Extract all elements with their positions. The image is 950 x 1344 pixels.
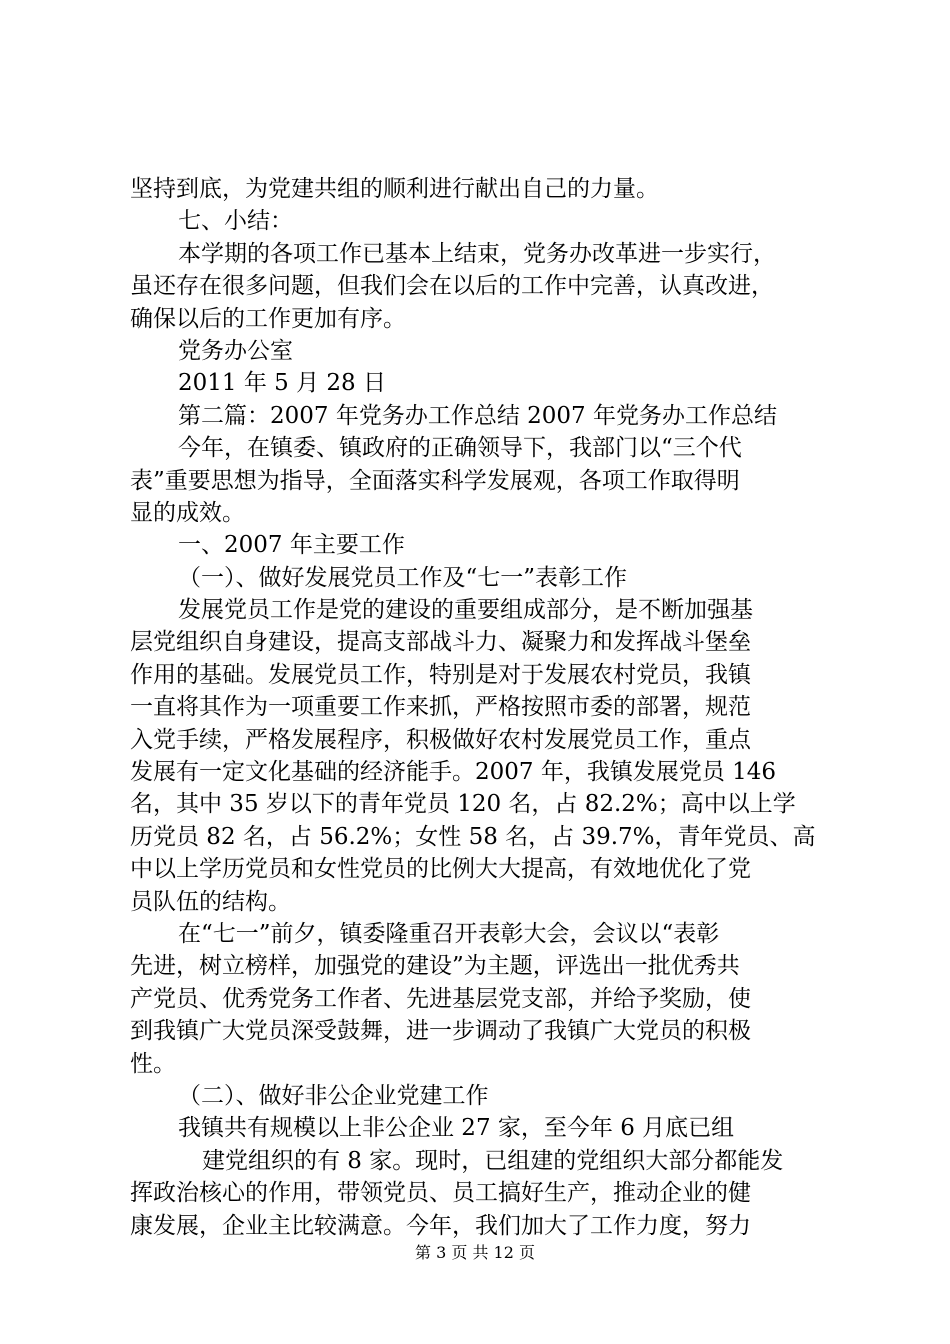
text-line: 显的成效。 <box>130 499 245 526</box>
signature-office: 党务办公室 <box>178 337 293 364</box>
text-line: 名，其中 35 岁以下的青年党员 120 名，占 82.2%；高中以上学 <box>130 791 796 818</box>
text-line: 到我镇广大党员深受鼓舞，进一步调动了我镇广大党员的积极 <box>130 1018 751 1045</box>
text-line: 中以上学历党员和女性党员的比例大大提高，有效地优化了党 <box>130 856 751 883</box>
text-line: 本学期的各项工作已基本上结束，党务办改革进一步实行， <box>178 240 776 267</box>
page-number-footer: 第 3 页 共 12 页 <box>415 1243 535 1262</box>
subsection-heading-2: （二）、做好非公企业党建工作 <box>178 1082 489 1109</box>
text-line: 今年，在镇委、镇政府的正确领导下，我部门以“三个代 <box>178 435 742 462</box>
text-line: 确保以后的工作更加有序。 <box>130 305 406 332</box>
section-heading-main-work: 一、2007 年主要工作 <box>178 532 405 559</box>
text-line: 坚持到底，为党建共组的顺利进行献出自己的力量。 <box>130 176 659 202</box>
section-heading-summary: 七、小结： <box>178 208 293 235</box>
text-line: 先进，树立榜样，加强党的建设”为主题，评选出一批优秀共 <box>130 953 740 980</box>
signature-date: 2011 年 5 月 28 日 <box>178 370 386 397</box>
text-line: 产党员、优秀党务工作者、先进基层党支部，并给予奖励，使 <box>130 985 751 1012</box>
text-line: 表”重要思想为指导，全面落实科学发展观，各项工作取得明 <box>130 467 740 494</box>
text-line: 一直将其作为一项重要工作来抓，严格按照市委的部署，规范 <box>130 694 751 721</box>
text-line: 建党组织的有 8 家。现时，已组建的党组织大部分都能发 <box>202 1147 784 1174</box>
text-line: 发展党员工作是党的建设的重要组成部分，是不断加强基 <box>178 597 753 624</box>
subsection-heading-1: （一）、做好发展党员工作及“七一”表彰工作 <box>178 564 628 591</box>
text-line: 入党手续，严格发展程序，积极做好农村发展党员工作，重点 <box>130 726 751 753</box>
text-line: 员队伍的结构。 <box>130 888 291 915</box>
text-line: 康发展，企业主比较满意。今年，我们加大了工作力度，努力 <box>130 1212 751 1239</box>
text-line: 层党组织自身建设，提高支部战斗力、凝聚力和发挥战斗堡垒 <box>130 629 751 656</box>
text-line: 发展有一定文化基础的经济能手。2007 年，我镇发展党员 146 <box>130 759 777 786</box>
text-line: 在“七一”前夕，镇委隆重召开表彰大会，会议以“表彰 <box>178 920 720 947</box>
text-line: 虽还存在很多问题，但我们会在以后的工作中完善，认真改进， <box>130 273 774 300</box>
document-body <box>130 173 850 1242</box>
text-line: 历党员 82 名，占 56.2%；女性 58 名，占 39.7%，青年党员、高 <box>130 823 816 850</box>
text-line: 作用的基础。发展党员工作，特别是对于发展农村党员，我镇 <box>130 661 751 688</box>
text-line: 性。 <box>130 1050 176 1077</box>
text-line: 我镇共有规模以上非公企业 27 家，至今年 6 月底已组 <box>178 1115 735 1142</box>
chapter-title: 第二篇：2007 年党务办工作总结 2007 年党务办工作总结 <box>178 402 777 429</box>
text-line: 挥政治核心的作用，带领党员、员工搞好生产，推动企业的健 <box>130 1180 751 1207</box>
